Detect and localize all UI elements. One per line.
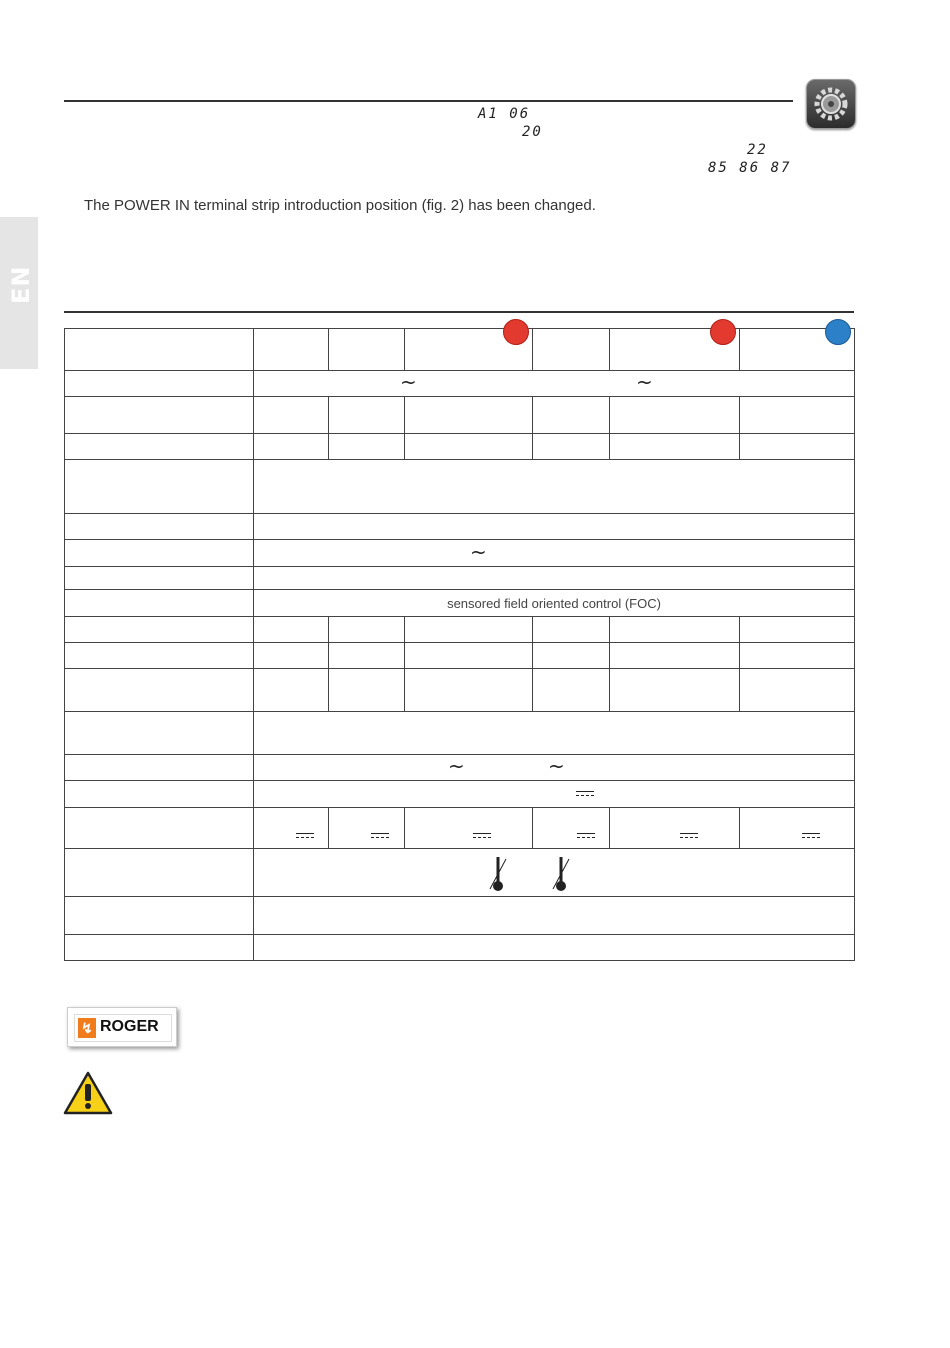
dc-symbol-icon (577, 833, 595, 840)
display-code-1: A1 06 (478, 106, 531, 122)
table-row (65, 590, 855, 617)
table-row (65, 540, 855, 567)
roger-logo (67, 1007, 177, 1047)
gear-icon (806, 79, 856, 129)
table-row (65, 897, 855, 935)
sync-icon (825, 319, 851, 345)
table-row (65, 514, 855, 540)
ac-tilde-icon: ~ (448, 754, 465, 778)
ac-tilde-icon: ~ (636, 370, 653, 394)
ac-tilde-icon: ~ (470, 540, 487, 564)
dc-symbol-icon (576, 791, 594, 798)
table-row (65, 643, 855, 669)
control-type-cell: sensored field oriented control (FOC) (254, 590, 855, 617)
lightning-icon: ↯ (78, 1018, 96, 1038)
section-rule-table (64, 311, 854, 313)
language-tab (0, 217, 38, 369)
display-code-4: 85 86 87 (708, 160, 792, 176)
speedometer-icon (710, 319, 736, 345)
table-row (65, 460, 855, 514)
logo-brand: ROGER (100, 1018, 159, 1035)
dc-symbol-icon (473, 833, 491, 840)
dc-symbol-icon (296, 833, 314, 840)
dc-symbol-icon (802, 833, 820, 840)
table-row (65, 781, 855, 808)
display-code-2: 20 (522, 124, 543, 140)
table-row (65, 371, 855, 397)
spec-table (64, 328, 855, 961)
table-row (65, 712, 855, 755)
table-row (65, 669, 855, 712)
thermometer-icon (488, 855, 508, 893)
warning-icon (63, 1071, 113, 1115)
table-row (65, 849, 855, 897)
dc-symbol-icon (680, 833, 698, 840)
table-row (65, 397, 855, 434)
ac-tilde-icon: ~ (548, 754, 565, 778)
table-row (65, 808, 855, 849)
display-code-3: 22 (747, 142, 768, 158)
table-row (65, 935, 855, 961)
table-row (65, 755, 855, 781)
ac-tilde-icon: ~ (400, 370, 417, 394)
intro-text: The POWER IN terminal strip introduction position (fig. 2) has been changed. (84, 197, 596, 214)
language-label: EN (7, 265, 35, 304)
speedometer-icon (503, 319, 529, 345)
table-row (65, 434, 855, 460)
dc-symbol-icon (371, 833, 389, 840)
table-row (65, 329, 855, 371)
table-row (65, 617, 855, 643)
table-row (65, 567, 855, 590)
section-rule-top (64, 100, 793, 102)
thermometer-icon (551, 855, 571, 893)
